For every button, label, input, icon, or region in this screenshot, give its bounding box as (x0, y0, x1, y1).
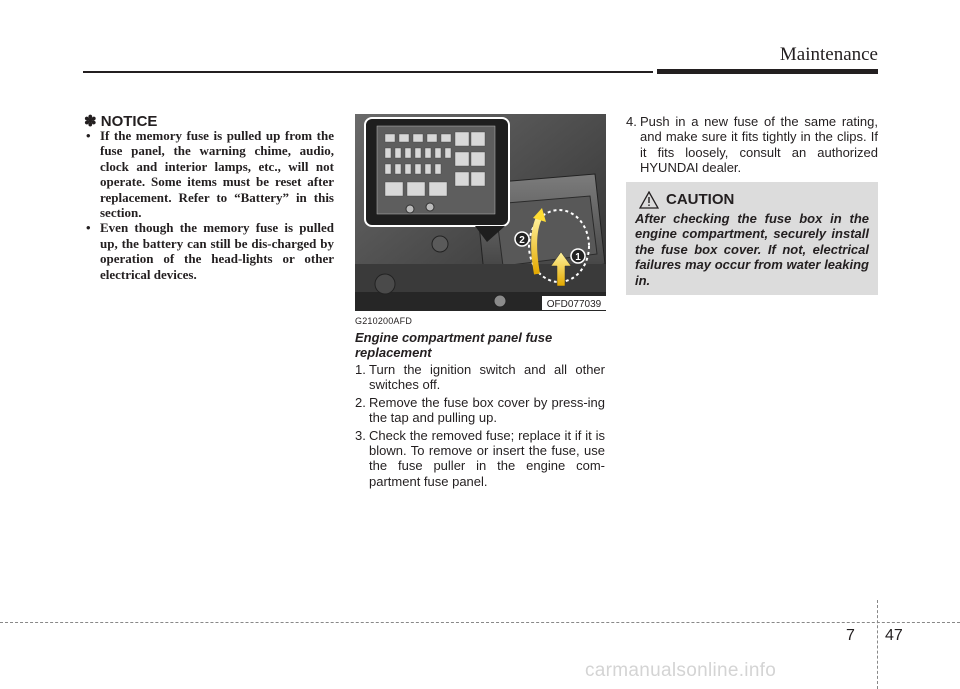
bullet-icon: • (86, 128, 91, 143)
fuse-box-illustration (355, 114, 606, 311)
callout-1: 1 (575, 252, 581, 263)
watermark: carmanualsonline.info (585, 660, 777, 681)
callout-2: 2 (519, 235, 525, 246)
step-text: Check the removed fuse; replace it if it is blown. To remove or insert the fuse, use the fuse puller in the engine com-partment fuse panel. (369, 427, 605, 489)
chapter-number: 7 (846, 627, 855, 644)
notice-item-text: Even though the memory fuse is pulled up, the battery can still be dis-charged by operation of the head-lights or other electrical devices. (100, 220, 334, 282)
notice-item (84, 128, 334, 220)
section-code: G210200AFD (355, 316, 413, 326)
engine-fuse-box-photo (355, 114, 606, 311)
caution-title: CAUTION (666, 191, 735, 208)
caution-text: After checking the fuse box in the engine compartment, securely install the fuse box cover. If not, electrical failures may occur from water leaking in. (635, 211, 869, 288)
step-text: Turn the ignition switch and all other switches off. (369, 362, 605, 393)
notice-list (84, 128, 334, 282)
step-text: Remove the fuse box cover by press-ing the tap and pulling up. (369, 394, 605, 426)
step-item (355, 395, 605, 426)
step-item (355, 362, 605, 393)
steps-list (355, 362, 605, 491)
step-text: Push in a new fuse of the same rating, and make sure it fits tightly in the clips. If it fits loosely, consult an authorized HYUNDAI dealer. (640, 114, 878, 176)
figure-code-label: OFD077039 (546, 299, 602, 310)
header-rule-accent (657, 69, 878, 74)
step-item (626, 114, 878, 176)
step-item (355, 428, 605, 490)
header-rule (83, 71, 653, 73)
header-section-title: Maintenance (779, 44, 878, 65)
step-number: 3. (355, 427, 366, 443)
notice-title: ✽ NOTICE (84, 113, 158, 130)
step-number: 1. (355, 362, 366, 377)
notice-item-text: If the memory fuse is pulled up from the fuse panel, the warning chime, audio, clock and interior lamps, etc., will not operate. Some items must be reset after replacement. Refer to “Battery” in this section. (100, 128, 334, 221)
caution-box (626, 182, 878, 295)
footer-page-divider (877, 600, 878, 689)
step-number: 4. (626, 114, 637, 129)
footer-divider (0, 622, 960, 623)
section-title: Engine compartment panel fuse replacement (355, 330, 553, 360)
step-number: 2. (355, 394, 366, 410)
page-number: 47 (885, 627, 903, 644)
warning-triangle-icon (639, 191, 659, 209)
steps-list-continued (626, 114, 878, 176)
bullet-icon: • (86, 220, 91, 236)
notice-item (84, 220, 334, 282)
